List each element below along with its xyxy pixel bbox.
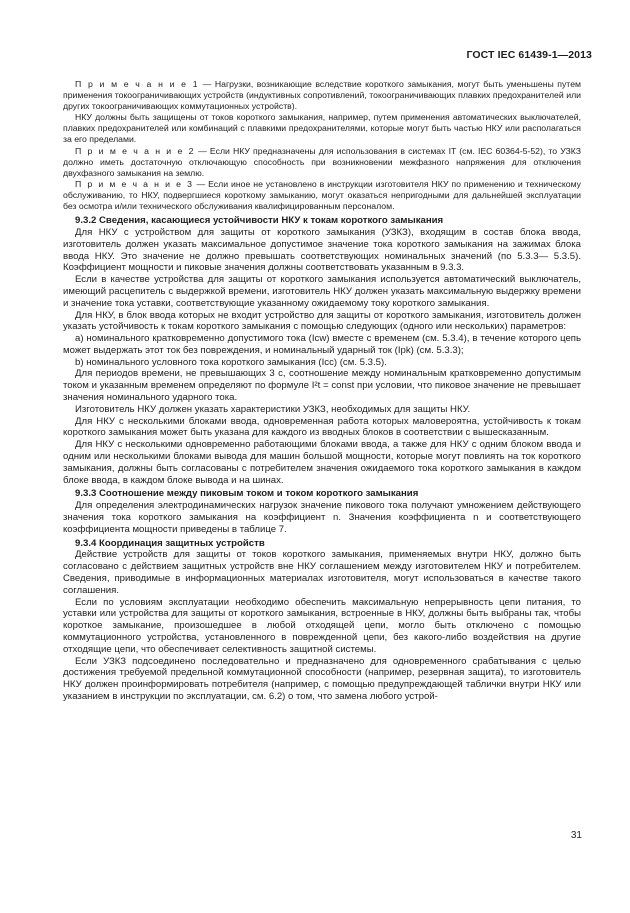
section-heading-9-3-3: 9.3.3 Соотношение между пиковым током и током короткого замыкания — [75, 488, 419, 500]
note-body: НКУ должны быть защищены от токов короткого замыкания, например, путем применения автоматических выключателей, плавких предохранителей или комбинаций с плавкими предохранителями, которые могут быть частью НКУ или располагаться за его пределами. — [63, 112, 581, 145]
page-header: ГОСТ IEC 61439-1—2013 — [466, 49, 592, 61]
page-number: 31 — [570, 830, 582, 841]
section-heading-9-3-2: 9.3.2 Сведения, касающиеся устойчивости НКУ к токам короткого замыкания — [75, 215, 444, 227]
paragraph: Для определения электродинамических нагрузок значение пикового тока получают умножением действующего значения тока короткого замыкания на коэффициент n. Значения коэффициента n и соответствующего коэффициента мощности приведены в таблице 7. — [63, 500, 581, 535]
paragraph: Если в качестве устройства для защиты от короткого замыкания используется автоматический выключатель, имеющий расцепитель с выдержкой времени, изготовитель НКУ должен указать максимальную выдержку времени и значение тока уставки, соответствующие указанному ожидаемому току короткого замыкания. — [63, 274, 581, 309]
list-item-a: a) номинального кратковременно допустимого тока (Icw) вместе с временем (см. 5.3.4), в течение которого цепь может выдержать этот ток без повреждения, и номинальный ударный ток (Ipk) (см. 5.3.3); — [63, 333, 581, 356]
note-2: П р и м е ч а н и е 2 — Если НКУ предназначены для использования в системах IT (см. IEC 60364-5-52), то УЗКЗ должно иметь достаточную отключающую способность при возникновении межфазного напряжения для отключения двухфазного замыкания на землю. — [63, 145, 581, 178]
paragraph: Изготовитель НКУ должен указать характеристики УЗКЗ, необходимых для защиты НКУ. — [75, 403, 471, 415]
list-item-b: b) номинального условного тока короткого замыкания (Icc) (см. 5.3.5). — [75, 356, 387, 368]
paragraph: Если по условиям эксплуатации необходимо обеспечить максимальную непрерывность цепи питания, то уставки или устройства для защиты от короткого замыкания, встроенные в НКУ, должны быть выбраны так, чтобы короткое замыкание, произошедшее в любой отходящей цепи, могло быть отключено с помощью коммутационного устройства, установленного в поврежденной цепи, без какого-либо воздействия на другие отходящие цепи, что обеспечивает селективность защитной системы. — [63, 596, 581, 655]
paragraph: Для периодов времени, не превышающих 3 с, соотношение между номинальным кратковременно допустимым током и указанным временем определяют по формуле I²t = const при условии, что пиковое значение не превышает значения номинального ударного тока. — [63, 368, 581, 404]
document-body — [63, 79, 581, 703]
paragraph: Для НКУ, в блок ввода которых не входит устройство для защиты от короткого замыкания, изготовитель должен указать устойчивость к токам короткого замыкания с помощью следующих (одного или нескольких) параметров: — [63, 309, 581, 333]
section-heading-9-3-4: 9.3.4 Координация защитных устройств — [75, 537, 265, 549]
paragraph: Для НКУ с несколькими одновременно работающими блоками ввода, а также для НКУ с одним блоком ввода и одним или несколькими блоками вывода для машин большой мощности, которые могут повлиять на ток короткого замыкания, должны быть согласованы с потребителем значения ожидаемого тока короткого замыкания в каждом блоке ввода, в каждом блоке вывода и на шинах. — [63, 439, 581, 486]
paragraph: Если УЗКЗ подсоединено последовательно и предназначено для одновременного срабатывания с целью достижения требуемой предельной коммутационной способности (например, резервная защита), то изготовитель НКУ должен проинформировать потребителя (например, с помощью предупреждающей таблички внутри НКУ или указанием в инструкции по эксплуатации, см. 6.2) о том, что замена любого устрой- — [63, 655, 581, 702]
note-1: П р и м е ч а н и е 1 — Нагрузки, возникающие вследствие короткого замыкания, могут быть уменьшены путем применения токоограничивающих устройств (индуктивных сопротивлений, токоограничивающих плавких предохранителей или других токоограничивающих коммутационных устройств). — [63, 79, 581, 112]
paragraph: Для НКУ с несколькими блоками ввода, одновременная работа которых маловероятна, устойчивость к токам короткого замыкания может быть указана для каждого из вводных блоков в соответствии с вышесказанным. — [63, 415, 581, 439]
paragraph: Действие устройств для защиты от токов короткого замыкания, применяемых внутри НКУ, должно быть согласовано с действием защитных устройств вне НКУ соглашением между изготовителем НКУ и потребителем. Сведения, приводимые в информационных материалах изготовителя, могут использоваться в качестве такого соглашения. — [63, 549, 581, 596]
note-3: П р и м е ч а н и е 3 — Если иное не установлено в инструкции изготовителя НКУ по применению и техническому обслуживанию, то НКУ, подвергшиеся короткому замыканию, могут оказаться непригодными для дальнейшей эксплуатации без осмотра и/или технического обслуживания квалифицированным персоналом. — [63, 178, 582, 212]
paragraph: Для НКУ с устройством для защиты от короткого замыкания (УЗКЗ), входящим в состав блока ввода, изготовитель должен указать максимальное допустимое значение тока короткого замыкания на зажимах блока ввода НКУ. Это значение не должно превышать соответствующих номинальных значений (по 5.3.3— 5.3.5). Коэффициент мощности и пиковые значения должны соответствовать указанным в 9.3.3. — [63, 226, 581, 274]
